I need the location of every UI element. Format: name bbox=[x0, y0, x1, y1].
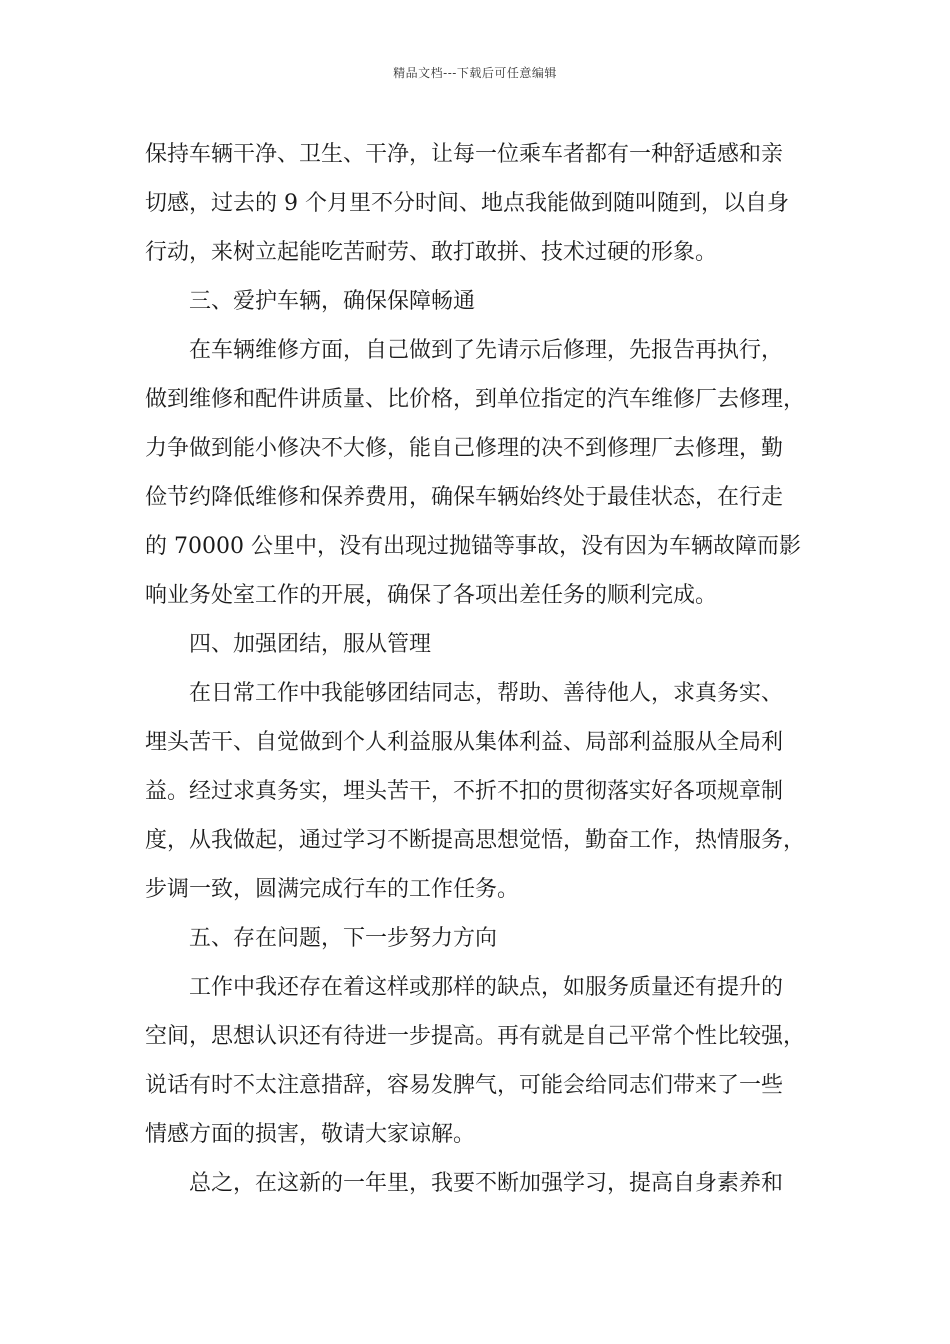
text-line: 行动，来树立起能吃苦耐劳、敢打敢拼、技术过硬的形象。 bbox=[145, 240, 718, 265]
text-line: 步调一致，圆满完成行车的工作任务。 bbox=[145, 877, 520, 902]
section-heading: 四、加强团结，服从管理 bbox=[189, 632, 432, 657]
text-line: 保持车辆干净、卫生、干净，让每一位乘车者都有一种舒适感和亲 bbox=[145, 142, 784, 167]
text-line: 切感，过去的 9 个月里不分时间、地点我能做到随叫随到，以自身 bbox=[145, 191, 789, 216]
text-line: 俭节约降低维修和保养费用，确保车辆始终处于最佳状态，在行走 bbox=[145, 485, 784, 510]
page-header: 精品文档---下载后可任意编辑 bbox=[393, 66, 557, 80]
text-line: 响业务处室工作的开展，确保了各项出差任务的顺利完成。 bbox=[145, 583, 718, 608]
text-line: 说话有时不太注意措辞，容易发脾气，可能会给同志们带来了一些 bbox=[145, 1073, 784, 1098]
section-heading: 五、存在问题，下一步努力方向 bbox=[189, 926, 498, 951]
text-line: 工作中我还存在着这样或那样的缺点，如服务质量还有提升的 bbox=[189, 975, 784, 1000]
section-heading: 三、爱护车辆，确保保障畅通 bbox=[189, 289, 476, 314]
text-line: 做到维修和配件讲质量、比价格，到单位指定的汽车维修厂去修理， bbox=[145, 387, 806, 412]
text-line: 的 70000 公里中，没有出现过抛锚等事故，没有因为车辆故障而影 bbox=[145, 534, 801, 559]
text-line: 在车辆维修方面，自己做到了先请示后修理，先报告再执行， bbox=[189, 338, 784, 363]
text-line: 度，从我做起，通过学习不断提高思想觉悟，勤奋工作，热情服务， bbox=[145, 828, 806, 853]
text-line: 空间，思想认识还有待进一步提高。再有就是自己平常个性比较强， bbox=[145, 1024, 806, 1049]
text-line: 在日常工作中我能够团结同志，帮助、善待他人，求真务实、 bbox=[189, 681, 784, 706]
text-line: 益。经过求真务实，埋头苦干，不折不扣的贯彻落实好各项规章制 bbox=[145, 779, 784, 804]
text-line: 埋头苦干、自觉做到个人利益服从集体利益、局部利益服从全局利 bbox=[145, 730, 784, 755]
text-line: 情感方面的损害，敬请大家谅解。 bbox=[145, 1122, 476, 1147]
text-line: 力争做到能小修决不大修，能自己修理的决不到修理厂去修理，勤 bbox=[145, 436, 784, 461]
text-line: 总之，在这新的一年里，我要不断加强学习，提高自身素养和 bbox=[189, 1171, 784, 1196]
document-body bbox=[145, 130, 825, 1208]
